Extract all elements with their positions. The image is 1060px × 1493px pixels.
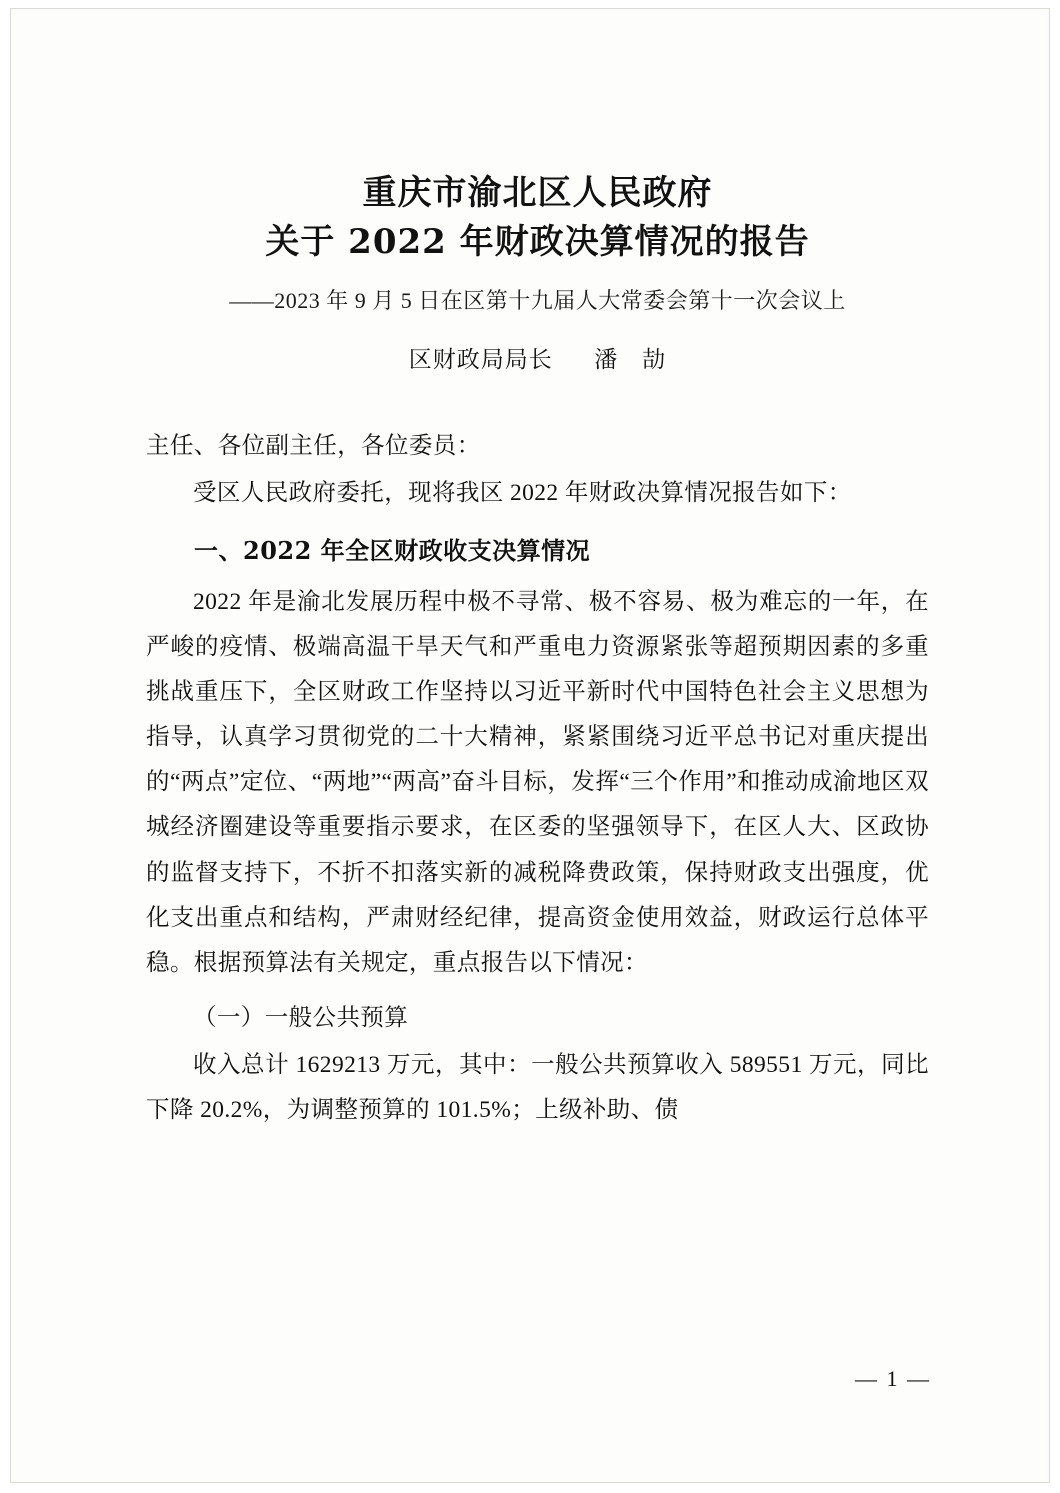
document-subtitle: ——2023 年 9 月 5 日在区第十九届人大常委会第十一次会议上 (229, 287, 846, 313)
salutation: 主任、各位副主任，各位委员： (146, 432, 481, 459)
document-content (146, 169, 929, 1135)
paragraph-2022-overview: 2022 年是渝北发展历程中极不寻常、极不容易、极为难忘的一年，在严峻的疫情、极端高温干旱天气和严重电力资源紧张等超预期因素的多重挑战重压下，全区财政工作坚持以习近平新时代中国特色社会主义思想为指导，认真学习贯彻党的二十大精神，紧紧围绕习近平总书记对重庆提出的“两点”定位、“两地”“两高”奋斗目标，发挥“三个作用”和推动成渝地区双城经济圈建设等重要指示要求，在区委的坚强领导下，在区人大、区政协的监督支持下，不折不扣落实新的减税降费政策，保持财政支出强度，优化支出重点和结构，严肃财经纪律，提高资金使用效益，财政运行总体平稳。根据预算法有关规定，重点报告以下情况： (146, 588, 929, 976)
sub-heading-general-budget: （一）一般公共预算 (193, 1004, 409, 1031)
page-number: — 1 — (855, 1366, 931, 1391)
title-line-2: 关于 2022 年财政决算情况的报告 (265, 222, 810, 263)
byline-role: 区财政局局长 (408, 346, 553, 372)
title-line-1: 重庆市渝北区人民政府 (362, 173, 713, 213)
page-sheet (10, 8, 1050, 1483)
page-title (146, 169, 929, 268)
section-heading-1: 一、2022 年全区财政收支决算情况 (194, 535, 591, 565)
byline-name: 潘 劼 (594, 346, 667, 372)
byline (146, 341, 929, 374)
paragraph-intro: 受区人民政府委托，现将我区 2022 年财政决算情况报告如下： (193, 479, 852, 506)
paragraph-revenue: 收入总计 1629213 万元，其中：一般公共预算收入 589551 万元，同比下降 20.2%，为调整预算的 101.5%；上级补助、债 (146, 1051, 929, 1124)
document-body (146, 424, 929, 1134)
